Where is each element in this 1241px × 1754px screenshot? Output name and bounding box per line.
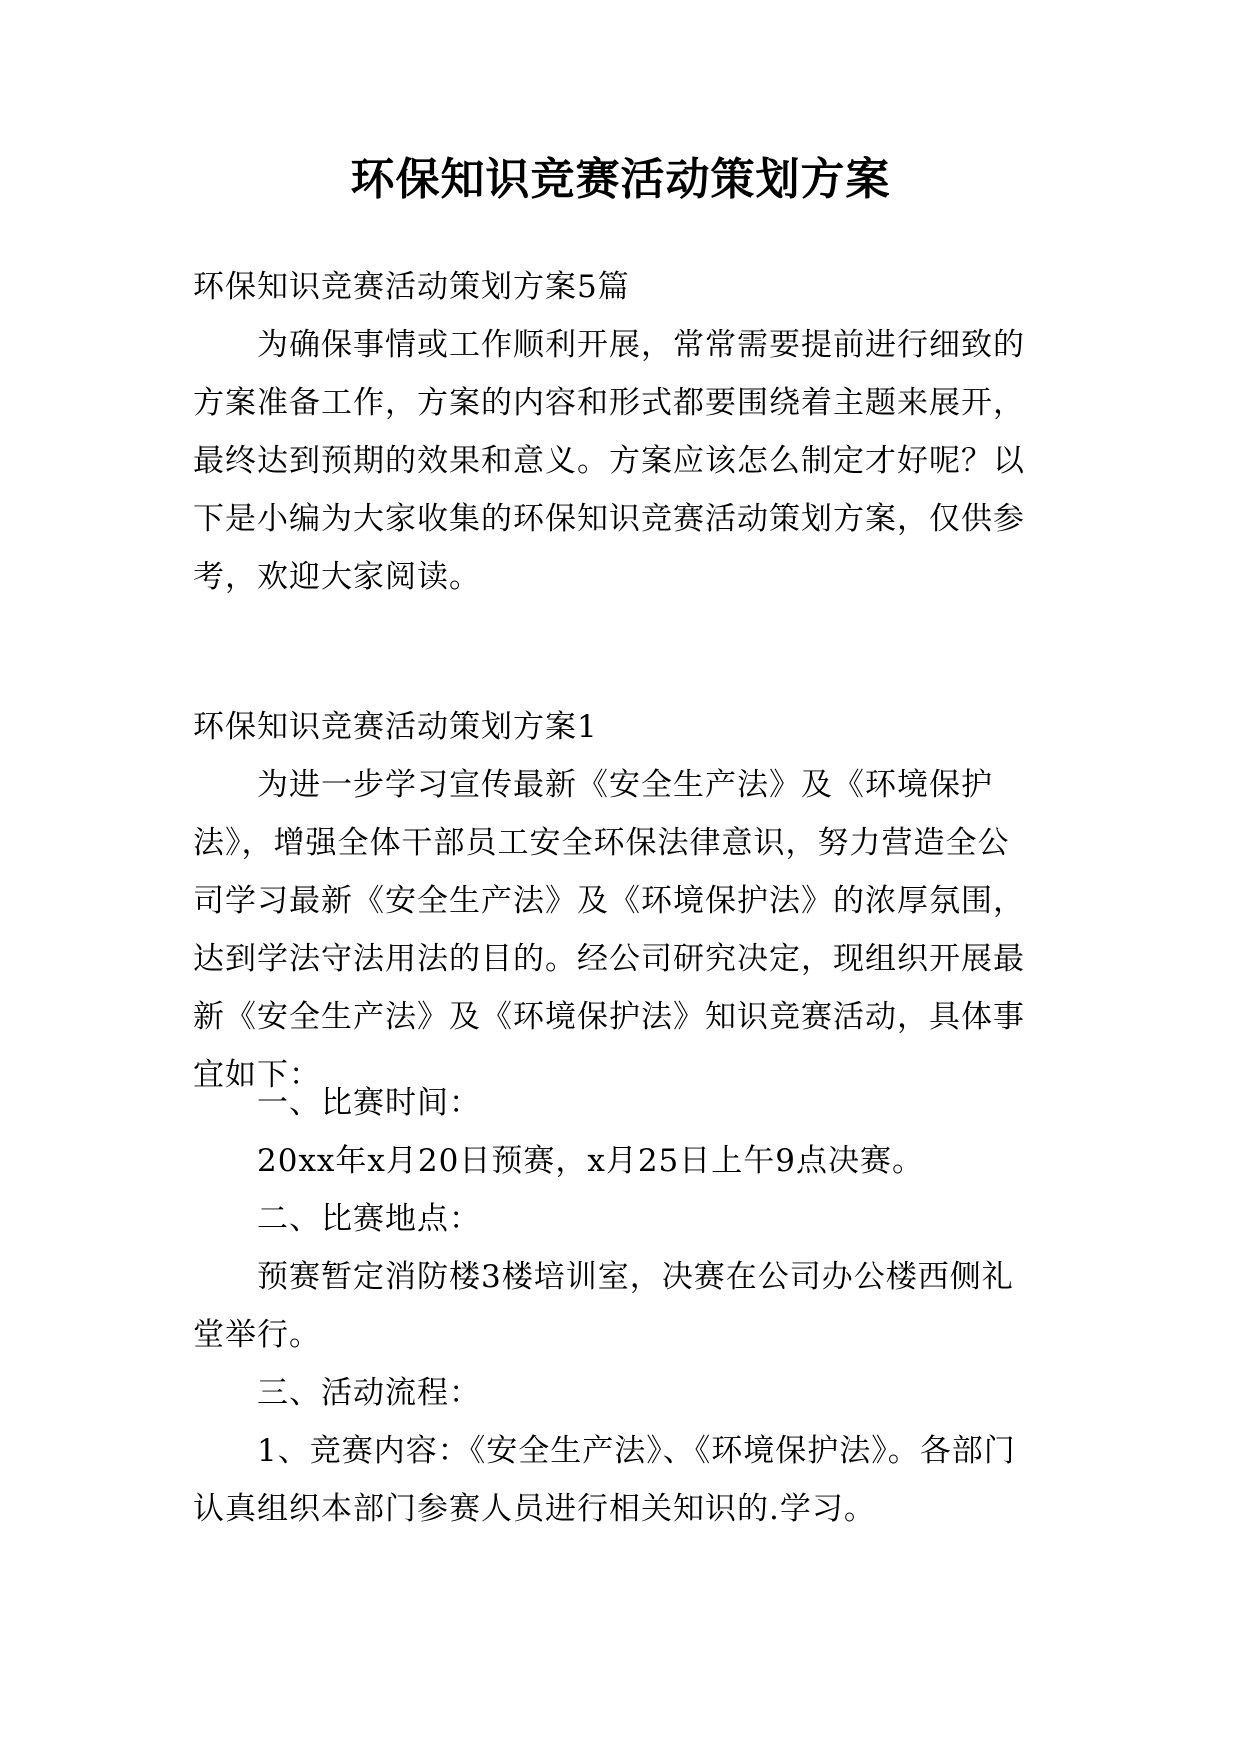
item-line: 预赛暂定消防楼3楼培训室，决赛在公司办公楼西侧礼 — [257, 1259, 1014, 1295]
document-title: 环保知识竞赛活动策划方案 — [350, 154, 891, 205]
section-line: 达到学法守法用法的目的。经公司研究决定，现组织开展最 — [193, 941, 1025, 977]
section-line: 宜如下： — [193, 1057, 321, 1093]
document-subtitle: 环保知识竞赛活动策划方案5篇 — [193, 269, 630, 305]
items-block — [193, 1074, 1055, 1538]
section-line: 新《安全生产法》及《环境保护法》知识竞赛活动，具体事 — [193, 999, 1025, 1035]
intro-line: 最终达到预期的效果和意义。方案应该怎么制定才好呢？以 — [193, 443, 1025, 479]
item-line: 1、竞赛内容：《安全生产法》、《环境保护法》。各部门 — [257, 1433, 1016, 1469]
section-line: 司学习最新《安全生产法》及《环境保护法》的浓厚氛围， — [193, 883, 1025, 919]
item-heading: 二、比赛地点： — [257, 1201, 481, 1237]
intro-line: 方案准备工作，方案的内容和形式都要围绕着主题来展开， — [193, 385, 1025, 421]
section-line: 为进一步学习宣传最新《安全生产法》及《环境保护 — [257, 767, 993, 803]
intro-block — [193, 258, 1055, 606]
item-line: 堂举行。 — [193, 1317, 321, 1353]
section-1-block — [193, 698, 1055, 1104]
section-line: 法》，增强全体干部员工安全环保法律意识，努力营造全公 — [193, 825, 1010, 861]
section-heading: 环保知识竞赛活动策划方案1 — [193, 709, 598, 745]
intro-line: 为确保事情或工作顺利开展，常常需要提前进行细致的 — [257, 327, 1025, 363]
intro-line: 考，欢迎大家阅读。 — [193, 559, 481, 595]
item-heading: 三、活动流程： — [257, 1375, 481, 1411]
intro-line: 下是小编为大家收集的环保知识竞赛活动策划方案，仅供参 — [193, 501, 1025, 537]
item-line: 20xx年x月20日预赛，x月25日上午9点决赛。 — [257, 1143, 924, 1179]
item-line: 认真组织本部门参赛人员进行相关知识的.学习。 — [193, 1491, 876, 1527]
item-heading: 一、比赛时间： — [257, 1085, 481, 1121]
